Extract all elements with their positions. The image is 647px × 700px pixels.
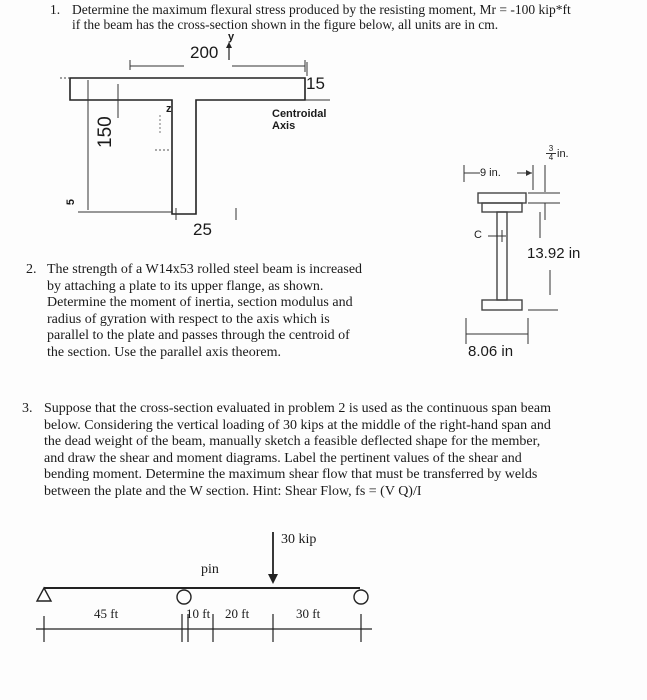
span1-label: 45 ft (94, 606, 119, 621)
right-roller (354, 590, 368, 604)
problem1-line1: Determine the maximum flexural stress produced by the resisting moment, Mr = -100 kip*ft (72, 2, 571, 17)
problem2-line: radius of gyration with respect to the axis which is (47, 311, 330, 327)
top-width-dimension: 200 (190, 43, 219, 62)
fraction-denominator: 4 (546, 153, 556, 162)
height-dimension: 150 (95, 116, 116, 148)
problem2-line: by attaching a plate to its upper flange, as shown. (47, 278, 324, 294)
problem2-line: Determine the moment of inertia, section modulus and (47, 295, 353, 311)
plate-width-dimension: 9 in. (480, 167, 501, 179)
plate-thickness-unit: in. (557, 148, 569, 160)
problem2-number: 2. (26, 262, 37, 277)
problem3-line: bending moment. Determine the maximum shear flow that must be transferred by welds (44, 467, 538, 483)
load-label: 30 kip (281, 532, 317, 547)
problem2-line: parallel to the plate and passes through the centroid of (47, 328, 350, 344)
centroidal-label: Centroidal (272, 108, 327, 120)
problem3-line: between the plate and the W section. Hint: Shear Flow, fs = (V Q)/I (44, 483, 422, 499)
pin-label: pin (201, 562, 219, 577)
problem3-line: and draw the shear and moment diagrams. Label the pertinent values of the shear and (44, 450, 522, 466)
y-axis-label: y (228, 31, 235, 43)
span4-label: 30 ft (296, 606, 321, 621)
axis-label: Axis (272, 120, 296, 132)
fraction-numerator: 3 (548, 144, 554, 153)
problem2-line: The strength of a W14x53 rolled steel beam is increased (47, 262, 363, 277)
span2-label: 10 ft (186, 606, 211, 621)
centroid-label: C (474, 229, 482, 241)
problem3-number: 3. (22, 401, 33, 416)
left-support (37, 588, 51, 601)
web-width-dimension: 25 (193, 220, 212, 239)
problem1-number: 1. (50, 2, 61, 17)
problem3-line: Suppose that the cross-section evaluated in problem 2 is used as the continuous span beam (44, 401, 552, 416)
flange-width-dimension: 8.06 in (468, 343, 514, 360)
z-axis-label: z (166, 103, 172, 115)
problem3-line: below. Considering the vertical loading of 30 kips at the middle of the right-hand span and (44, 417, 551, 433)
depth-dimension: 13.92 in (527, 245, 581, 262)
problem3-line: the dead weight of the beam, manually sketch a feasible deflected shape for the member, (44, 434, 541, 450)
problem1-line2: if the beam has the cross-section shown in the figure below, all units are in cm. (72, 17, 499, 32)
internal-roller (177, 590, 191, 604)
problem2-line: the section. Use the parallel axis theorem. (47, 344, 282, 360)
span3-label: 20 ft (225, 606, 250, 621)
edge-mark: 5 (65, 198, 78, 206)
flange-thickness-dimension: 15 (306, 74, 325, 93)
